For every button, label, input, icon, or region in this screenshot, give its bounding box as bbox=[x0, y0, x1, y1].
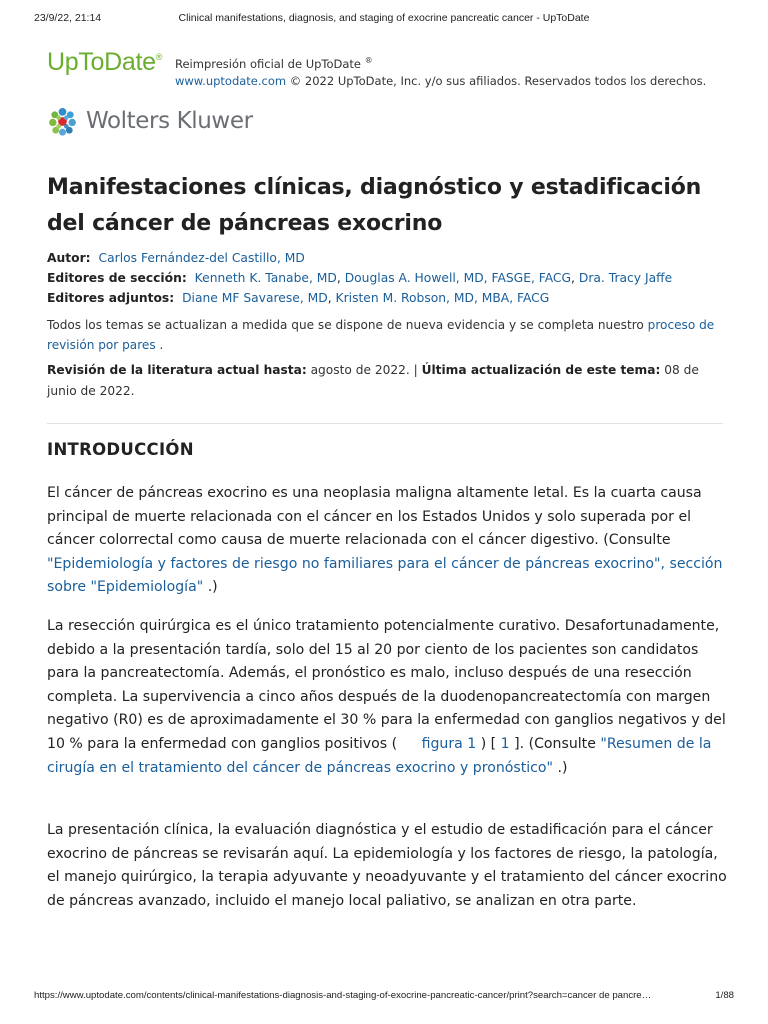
peer-review-link[interactable]: proceso de revisión por pares bbox=[47, 318, 715, 352]
paragraph: La resección quirúrgica es el único tratamiento potencialmente curativo. Desafortunadamente, debido a la presentación tardía, solo del 15 al 20 por ciento de los pacientes son candidatos para la pancreatectomía. Además, el pronóstico es malo, incluso después de una resección completa. La supervivencia a cinco años después de la duodenopancreatectomía con margen negativo (R0) es de aproximadamente el 30 % para la enfermedad con ganglios negativos y del 10 % para la enfermedad con ganglios positivos ( figura 1 ) [ 1 ]. (Consulte "Resumen de la cirugía en el tratamiento del cáncer de páncreas exocrino y pronóstico" .) bbox=[47, 618, 726, 776]
surgery-topic-link[interactable]: "Resumen de la cirugía en el tratamiento del cáncer de páncreas exocrino y pronóstico" bbox=[47, 735, 712, 776]
update-notice: Todos los temas se actualizan a medida que se dispone de nueva evidencia y se completa nuestro proceso de revisión por pares . bbox=[47, 318, 715, 352]
uptodate-site-link[interactable]: www.uptodate.com bbox=[175, 73, 287, 88]
reprint-line: Reimpresión oficial de UpToDate bbox=[175, 56, 361, 71]
updated-label: Última actualización de este tema: bbox=[421, 363, 661, 377]
deputy-editor-link[interactable]: Kristen M. Robson, MD, MBA, FACG bbox=[335, 291, 550, 305]
article-title: Manifestaciones clínicas, diagnóstico y estadificación del cáncer de páncreas exocrino bbox=[47, 175, 702, 236]
print-footer bbox=[34, 990, 734, 1004]
review-label: Revisión de la literatura actual hasta: bbox=[47, 363, 307, 377]
section-editor-link[interactable]: Dra. Tracy Jaffe bbox=[578, 271, 673, 285]
section-divider bbox=[47, 423, 723, 424]
article-meta bbox=[47, 248, 727, 308]
page-number: 1/88 bbox=[715, 990, 734, 1001]
uptodate-logo[interactable] bbox=[47, 48, 162, 88]
author-link[interactable]: Carlos Fernández-del Castillo, MD bbox=[98, 251, 305, 265]
section-editor-link[interactable]: Kenneth K. Tanabe, MD bbox=[194, 271, 337, 285]
reference-link[interactable]: 1 bbox=[500, 735, 510, 752]
section-heading: INTRODUCCIÓN bbox=[47, 440, 194, 459]
copyright-text: © 2022 UpToDate, Inc. y/o sus afiliados. Reservados todos los derechos. bbox=[289, 73, 707, 88]
section-editor-link[interactable]: Douglas A. Howell, MD, FASGE, FACG bbox=[344, 271, 572, 285]
print-header bbox=[34, 12, 734, 26]
reprint-notice: Reimpresión oficial de UpToDate ® www.uptodate.com © 2022 UpToDate, Inc. y/o sus afiliados. Reservados todos los derechos. bbox=[175, 56, 707, 88]
updated-value: 08 de junio de 2022. bbox=[47, 363, 699, 398]
paragraph: La presentación clínica, la evaluación diagnóstica y el estudio de estadificación para el cáncer exocrino de páncreas se revisarán aquí. La epidemiología y los factores de riesgo, la patología, el manejo quirúrgico, la terapia adyuvante y neoadyuvante y el tratamiento del cáncer exocrino de páncreas avanzado, incluido el manejo local paliativo, se analizan en otra parte. bbox=[47, 822, 727, 909]
review-dates: Revisión de la literatura actual hasta: agosto de 2022. | Última actualización de este tema: 08 de junio de 2022. bbox=[47, 363, 699, 398]
print-url: https://www.uptodate.com/contents/clinical-manifestations-diagnosis-and-staging-of-exocrine-pancreatic-cancer/print?search=cancer de pancre… bbox=[34, 990, 652, 1001]
epidemiology-link[interactable]: "Epidemiología y factores de riesgo no familiares para el cáncer de páncreas exocrino", sección sobre "Epidemiología" bbox=[47, 555, 723, 596]
deputy-editor-link[interactable]: Diane MF Savarese, MD bbox=[182, 291, 328, 305]
section-editors-line: Editores de sección: Kenneth K. Tanabe, MD, Douglas A. Howell, MD, FASGE, FACG, Dra. Tracy Jaffe bbox=[47, 271, 673, 285]
paragraph: El cáncer de páncreas exocrino es una neoplasia maligna altamente letal. Es la cuarta causa principal de muerte relacionada con el cáncer en los Estados Unidos y solo superada por el cáncer colorrectal como causa de muerte relacionada con el cáncer digestivo. (Consulte "Epidemiología y factores de riesgo no familiares para el cáncer de páncreas exocrino", sección sobre "Epidemiología" .) bbox=[47, 485, 723, 596]
review-value: agosto de 2022. bbox=[310, 363, 410, 377]
publisher-name: Wolters Kluwer bbox=[86, 108, 253, 134]
author-line: Autor: Carlos Fernández-del Castillo, MD bbox=[47, 251, 305, 265]
print-date: 23/9/22, 21:14 bbox=[34, 12, 102, 24]
print-title: Clinical manifestations, diagnosis, and staging of exocrine pancreatic cancer - UpToDate bbox=[178, 12, 590, 24]
wolters-kluwer-logo bbox=[47, 104, 253, 138]
figure-link[interactable]: figura 1 bbox=[421, 735, 477, 752]
wolters-kluwer-icon bbox=[47, 106, 78, 137]
uptodate-logo-text: UpToDate® bbox=[47, 48, 163, 76]
deputy-editors-line: Editores adjuntos: Diane MF Savarese, MD, Kristen M. Robson, MD, MBA, FACG bbox=[47, 291, 550, 305]
